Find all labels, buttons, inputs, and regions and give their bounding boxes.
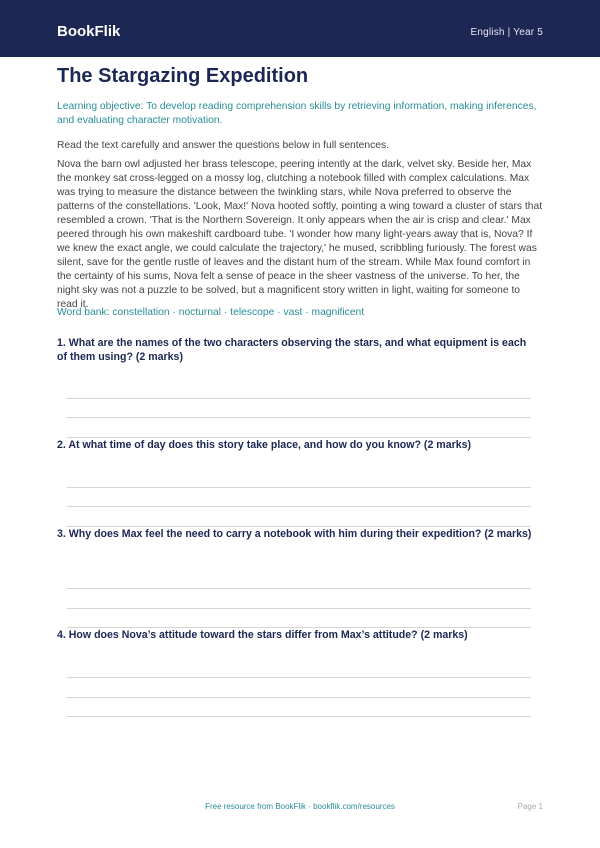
question-2: 2. At what time of day does this story take place, and how do you know? (2 marks) — [57, 439, 472, 451]
answer-line[interactable] — [67, 588, 531, 589]
subject-year-label: English | Year 5 — [470, 27, 543, 38]
brand-logo-text: BookFlik — [57, 23, 121, 40]
answer-line[interactable] — [67, 716, 531, 717]
footer-link[interactable]: Free resource from BookFlik · bookflik.com/resources — [205, 802, 395, 811]
answer-line[interactable] — [67, 506, 531, 507]
question-4: 4. How does Nova’s attitude toward the stars differ from Max’s attitude? (2 marks) — [57, 629, 468, 641]
answer-line[interactable] — [67, 398, 531, 399]
page-title: The Stargazing Expedition — [57, 65, 309, 87]
answer-line[interactable] — [67, 417, 531, 418]
answer-line[interactable] — [67, 608, 531, 609]
answer-line[interactable] — [67, 677, 531, 678]
reading-passage: Nova the barn owl adjusted her brass telescope, peering intently at the dark, velvet sky. Beside her, Max the monkey sat cross-legged on a mossy log, clutching a notebook filled with complex calculations. Max was trying to measure the distance between the twinkling stars, while Nova preferred to observe the patterns of the constellations. 'Look, Max!' Nova hooted softly, pointing a wing toward a cluster of stars that resembled a crown. 'That is the Northern Sovereign. It only appears when the air is crisp and clear.' Max peered through his own makeshift cardboard tube. 'I wonder how many light-years away that is, Nova? If we knew the exact angle, we could calculate the trajectory,' he mused, scribbling furiously. The forest was silent, save for the gentle rustle of leaves and the distant hum of the stream. While Max found comfort in the certainty of his sums, Nova felt a sense of peace in the sheer vastness of the universe. To her, the night sky was not a puzzle to be solved, but a magnificent story written in light, waiting for someone to read it. — [57, 159, 543, 310]
question-3: 3. Why does Max feel the need to carry a notebook with him during their expedition? (2 marks) — [57, 528, 532, 540]
word-bank: Word bank: constellation · nocturnal · telescope · vast · magnificent — [57, 307, 365, 318]
instructions: Read the text carefully and answer the questions below in full sentences. — [57, 140, 389, 151]
learning-objective: Learning objective: To develop reading comprehension skills by retrieving information, making inferences, and evaluating character motivation. — [57, 101, 537, 126]
answer-line[interactable] — [67, 697, 531, 698]
answer-line[interactable] — [67, 487, 531, 488]
header-bar — [0, 0, 600, 57]
question-1: 1. What are the names of the two characters observing the stars, and what equipment is each of them using? (2 marks) — [57, 337, 527, 363]
page-number: Page 1 — [517, 802, 543, 811]
